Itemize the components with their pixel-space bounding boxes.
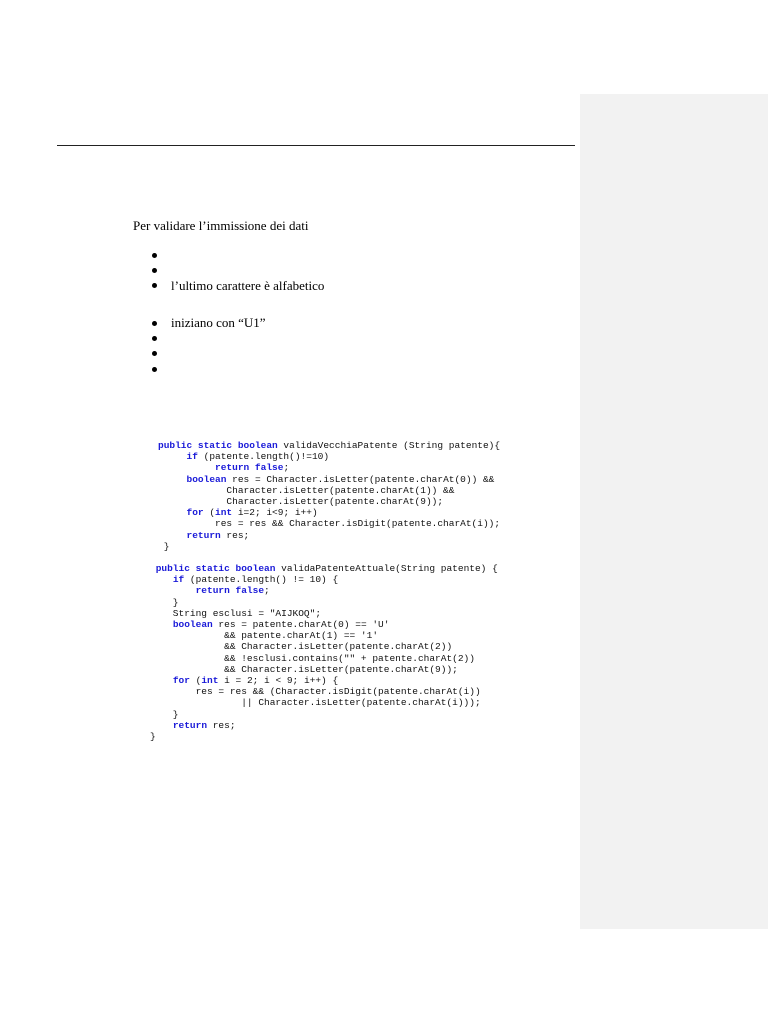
bullet-icon <box>152 336 157 341</box>
code-token <box>150 675 173 686</box>
bullet-list-2 <box>150 315 266 377</box>
bullet-icon <box>152 283 157 288</box>
code-line <box>158 451 329 462</box>
code-keyword: return <box>172 719 208 731</box>
code-token: Character.isLetter(patente.charAt(1)) && <box>158 484 455 496</box>
code-keyword: int <box>215 507 233 519</box>
code-token: ( <box>203 507 216 519</box>
bullet-icon <box>152 253 157 258</box>
code-line <box>158 496 443 507</box>
code-keyword: boolean <box>186 473 227 485</box>
code-keyword: public static boolean <box>158 440 278 451</box>
code-token: res = res && Character.isDigit(patente.charAt(i)); <box>158 518 501 530</box>
code-line <box>150 653 475 664</box>
code-token: || Character.isLetter(patente.charAt(i))); <box>150 697 481 709</box>
code-keyword: if <box>172 574 185 586</box>
code-token: && Character.isLetter(patente.charAt(9)); <box>150 663 458 675</box>
code-token: && !esclusi.contains("" + patente.charAt(2)) <box>150 652 475 664</box>
bullet-icon <box>152 367 157 372</box>
code-token: i = 2; i < 9; i++) { <box>218 675 339 687</box>
code-token: } <box>150 731 156 743</box>
code-line <box>150 630 378 641</box>
header-rule <box>57 145 575 146</box>
code-token: validaPatenteAttuale(String patente) { <box>275 563 498 574</box>
list-item <box>150 361 266 376</box>
code-token <box>150 619 173 630</box>
code-keyword: boolean <box>172 619 213 631</box>
code-line <box>158 507 318 518</box>
list-item <box>150 315 266 330</box>
code-line <box>150 697 481 708</box>
list-item <box>150 330 266 345</box>
code-token: (patente.length()!=10) <box>197 451 330 463</box>
code-line <box>150 641 452 652</box>
code-token: res = res && (Character.isDigit(patente.charAt(i)) <box>150 686 481 698</box>
code-token: res = Character.isLetter(patente.charAt(0)) && <box>226 473 495 485</box>
comment-pane <box>580 94 768 929</box>
code-token: ; <box>264 585 270 597</box>
code-token <box>158 462 215 473</box>
code-line <box>150 608 321 619</box>
code-line <box>158 440 500 451</box>
code-block-valida-vecchia-patente <box>158 440 500 552</box>
code-token: Character.isLetter(patente.charAt(9)); <box>158 496 444 508</box>
code-token: ( <box>189 675 202 687</box>
code-token <box>158 451 187 462</box>
code-keyword: return false <box>195 585 265 597</box>
code-keyword: for <box>172 675 190 687</box>
bullet-icon <box>152 268 157 273</box>
code-line <box>158 485 454 496</box>
code-line <box>150 574 338 585</box>
bullet-list-1 <box>150 247 324 293</box>
code-line <box>158 474 494 485</box>
list-item-text: l’ultimo carattere è alfabetico <box>171 277 325 293</box>
code-token: (patente.length() != 10) { <box>184 574 339 586</box>
code-keyword: for <box>186 507 204 519</box>
code-line <box>150 563 498 574</box>
code-token <box>150 585 196 596</box>
code-token: ; <box>283 462 290 474</box>
code-line <box>150 686 481 697</box>
code-token: i=2; i<9; i++) <box>232 507 318 519</box>
code-line <box>158 541 169 552</box>
code-keyword: return <box>186 529 221 541</box>
code-token <box>158 474 187 485</box>
code-line <box>158 530 249 541</box>
code-keyword: return false <box>215 462 284 474</box>
code-line <box>150 619 389 630</box>
code-token <box>158 530 187 541</box>
bullet-icon <box>152 321 157 326</box>
list-item <box>150 278 324 293</box>
code-block-valida-patente-attuale <box>150 563 498 742</box>
code-token: } <box>158 540 170 552</box>
code-line <box>150 731 156 742</box>
list-item <box>150 247 324 262</box>
code-token <box>150 574 173 585</box>
code-token: && Character.isLetter(patente.charAt(2)) <box>150 641 453 653</box>
code-token: } <box>150 596 179 608</box>
code-token: && patente.charAt(1) == '1' <box>150 630 379 642</box>
code-line <box>150 675 338 686</box>
code-token: res; <box>220 529 250 541</box>
code-token: } <box>150 708 179 720</box>
code-keyword: public static boolean <box>155 563 276 574</box>
code-token: res = patente.charAt(0) == 'U' <box>212 619 390 631</box>
list-item <box>150 262 324 277</box>
code-line <box>150 597 179 608</box>
code-token: validaVecchiaPatente (String patente){ <box>277 440 501 451</box>
code-token: String esclusi = "AIJKOQ"; <box>150 607 322 619</box>
code-line <box>158 518 500 529</box>
code-keyword: if <box>186 451 198 463</box>
code-line <box>150 664 458 675</box>
intro-paragraph: Per validare l’immissione dei dati <box>133 218 309 233</box>
code-token <box>158 507 187 518</box>
bullet-icon <box>152 351 157 356</box>
code-line <box>158 462 289 473</box>
code-keyword: int <box>201 675 219 687</box>
list-item-text: iniziano con “U1” <box>171 315 266 330</box>
code-token: res; <box>207 719 236 731</box>
code-line <box>150 720 236 731</box>
code-token <box>150 720 173 731</box>
code-line <box>150 585 270 596</box>
code-line <box>150 709 179 720</box>
list-item <box>150 346 266 361</box>
